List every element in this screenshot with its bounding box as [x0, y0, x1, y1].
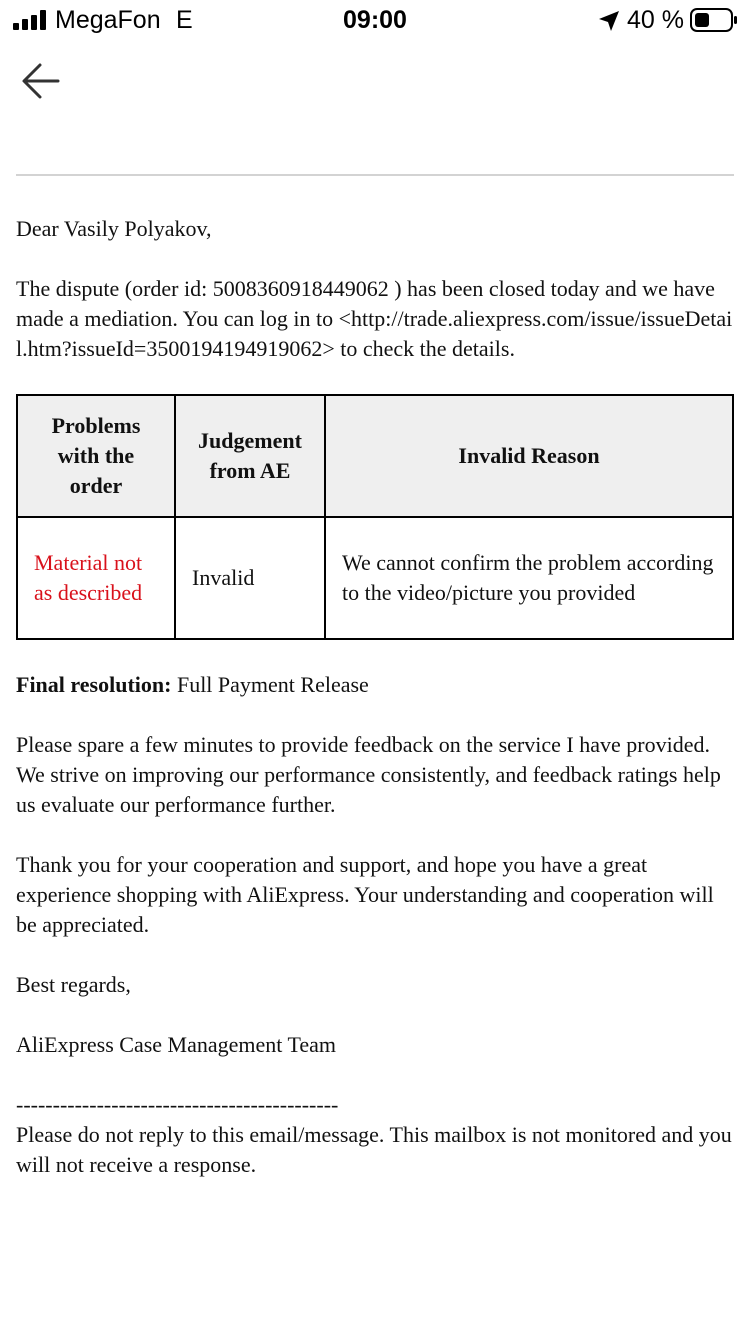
final-resolution-value: Full Payment Release: [171, 672, 369, 697]
battery-percentage: 40 %: [627, 6, 684, 34]
network-type: E: [176, 6, 193, 34]
email-body: [16, 214, 734, 1180]
carrier-name: MegaFon: [55, 6, 161, 34]
header-divider: [16, 174, 734, 176]
table-header-row: [17, 395, 733, 517]
dispute-table: [16, 394, 734, 640]
thanks-paragraph: Thank you for your cooperation and support, and hope you have a great experience shopping with AliExpress. Your understanding and cooperation will be appreciated.: [16, 852, 714, 937]
separator-line: --------------------------------------------: [16, 1092, 339, 1117]
final-resolution-label: Final resolution:: [16, 672, 172, 697]
table-row: [17, 517, 733, 639]
battery-icon: [690, 8, 738, 32]
header-problems: Problems with the order: [17, 395, 175, 517]
final-resolution: [16, 670, 734, 700]
cell-judgement: Invalid: [175, 517, 325, 639]
header-judgement: Judgement from AE: [175, 395, 325, 517]
location-arrow-icon: [598, 10, 620, 32]
clock: 09:00: [343, 6, 407, 34]
greeting: Dear Vasily Polyakov,: [16, 216, 212, 241]
back-button[interactable]: [18, 58, 64, 104]
closing: Best regards,: [16, 972, 131, 997]
signature: AliExpress Case Management Team: [16, 1032, 337, 1057]
footer-note: Please do not reply to this email/message. This mailbox is not monitored and you will not receive a response.: [16, 1122, 732, 1177]
header-reason: Invalid Reason: [325, 395, 733, 517]
arrow-left-icon: [18, 58, 64, 104]
feedback-paragraph: Please spare a few minutes to provide feedback on the service I have provided. We strive on improving our performance consistently, and feedback ratings help us evaluate our performance further.: [16, 732, 721, 817]
cell-problem: Material not as described: [17, 517, 175, 639]
cell-reason: We cannot confirm the problem according to the video/picture you provided: [325, 517, 733, 639]
status-bar: [0, 0, 750, 42]
intro-paragraph: The dispute (order id: 5008360918449062 ) has been closed today and we have made a mediation. You can log in to <http://trade.aliexpress.com/issue/issueDetail.htm?issueId=3500194194919062> to check the details.: [16, 276, 733, 361]
